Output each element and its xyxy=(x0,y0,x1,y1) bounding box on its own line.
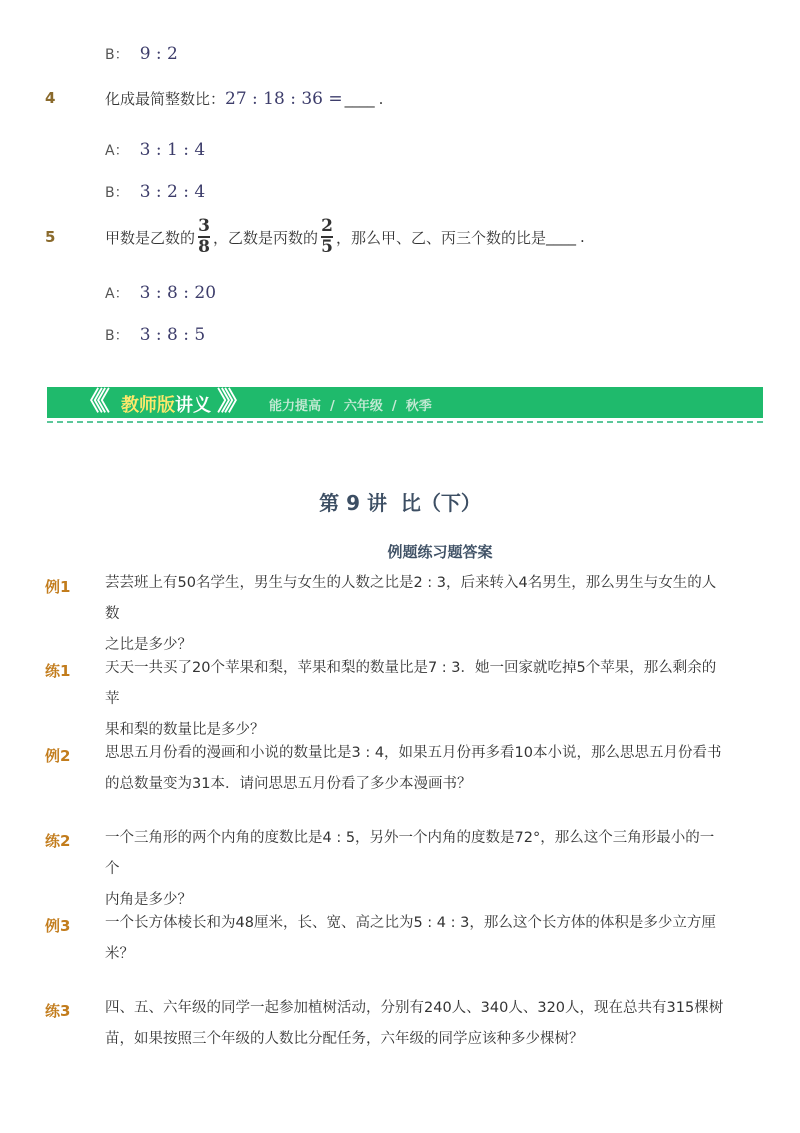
problem-line: 一个长方体棱长和为48厘米，长、宽、高之比为5 : 4 : 3，那么这个长方体的体积是多少立方厘 xyxy=(105,915,716,931)
question-4-prompt: 化成最简整数比： xyxy=(105,90,226,108)
question-5-part-1: 甲数是乙数的 xyxy=(105,228,196,247)
fraction-denominator: 5 xyxy=(321,236,333,257)
chevron-left-icon: 《《 xyxy=(77,387,105,417)
problem-text xyxy=(105,993,725,1055)
problem-line: 四、五、六年级的同学一起参加植树活动，分别有240人、340人、320人，现在总共有315棵树 xyxy=(105,1000,724,1016)
problem-line: 思思五月份看的漫画和小说的数量比是3 : 4，如果五月份再多看10本小说，那么思思五月份看书 xyxy=(105,745,722,761)
question-number-4: 4 xyxy=(45,89,56,107)
q5-option-b xyxy=(105,325,205,345)
banner-title-accent: 讲义 xyxy=(175,395,211,416)
section-banner xyxy=(47,387,763,418)
q4-option-a xyxy=(105,140,205,160)
problem-line: 的总数量变为31本．请问思思五月份看了多少本漫画书？ xyxy=(105,776,472,792)
question-end: . xyxy=(580,228,585,246)
answer-blank: ____ xyxy=(344,90,375,108)
question-number-5: 5 xyxy=(45,228,56,246)
option-value: 3 : 2 : 4 xyxy=(139,182,206,202)
fraction-denominator: 8 xyxy=(198,236,210,257)
question-4-expression: 27 : 18 : 36 = xyxy=(225,89,343,109)
option-value: 3 : 8 : 5 xyxy=(139,325,206,345)
problem-text xyxy=(105,823,725,916)
option-label: B： xyxy=(105,47,129,63)
option-value: 3 : 1 : 4 xyxy=(139,140,206,160)
option-label: A： xyxy=(105,143,129,159)
answer-blank: ____ xyxy=(546,228,577,246)
question-5-text xyxy=(105,215,585,259)
question-5-part-3: ，那么甲、乙、丙三个数的比是 xyxy=(336,228,547,247)
problem-label: 例1 xyxy=(45,578,71,596)
q3-option-b xyxy=(105,44,178,64)
problem-text xyxy=(105,653,725,746)
problem-line: 一个三角形的两个内角的度数比是4 : 5，另外一个内角的度数是72°，那么这个三角形最小的一个 xyxy=(105,830,715,877)
question-4-text xyxy=(105,88,383,109)
option-label: B： xyxy=(105,185,129,201)
option-label: A： xyxy=(105,286,129,302)
q5-option-a xyxy=(105,283,216,303)
problem-label: 练3 xyxy=(45,1002,71,1020)
fraction-three-eighths xyxy=(198,217,210,257)
problem-line: 天天一共买了20个苹果和梨，苹果和梨的数量比是7 : 3．她一回家就吃掉5个苹果，那么剩余的苹 xyxy=(105,660,717,707)
question-5-part-2: ，乙数是丙数的 xyxy=(213,228,319,247)
problem-line: 米？ xyxy=(105,946,134,962)
section-title: 例题练习题答案 xyxy=(387,543,493,561)
question-end: . xyxy=(378,90,384,108)
fraction-numerator: 3 xyxy=(198,216,210,237)
problem-text xyxy=(105,738,725,800)
option-value: 3 : 8 : 20 xyxy=(139,283,217,303)
problem-line: 果和梨的数量比是多少？ xyxy=(105,722,265,738)
problem-label: 练1 xyxy=(45,662,71,680)
problem-label: 练2 xyxy=(45,832,71,850)
banner-title-main: 教师版 xyxy=(121,395,175,416)
breadcrumb: 能力提高 / 六年级 / 秋季 xyxy=(269,399,432,414)
problem-label: 例2 xyxy=(45,747,71,765)
fraction-two-fifths xyxy=(321,217,333,257)
problem-line: 芸芸班上有50名学生，男生与女生的人数之比是2 : 3，后来转入4名男生，那么男生与女生的人数 xyxy=(105,575,717,622)
problem-label: 例3 xyxy=(45,917,71,935)
lecture-title: 第 9 讲 比（下） xyxy=(319,491,481,515)
problem-line: 内角是多少？ xyxy=(105,892,192,908)
problem-line: 苗，如果按照三个年级的人数比分配任务，六年级的同学应该种多少棵树？ xyxy=(105,1031,584,1047)
problem-text xyxy=(105,568,725,661)
problem-text xyxy=(105,908,725,970)
dashed-divider xyxy=(47,421,763,423)
option-value: 9 : 2 xyxy=(139,44,178,64)
q4-option-b xyxy=(105,182,205,202)
problem-line: 之比是多少？ xyxy=(105,637,192,653)
chevron-right-icon: 》》 xyxy=(217,387,245,417)
option-label: B： xyxy=(105,328,129,344)
banner-title xyxy=(121,391,211,417)
fraction-numerator: 2 xyxy=(321,216,333,237)
